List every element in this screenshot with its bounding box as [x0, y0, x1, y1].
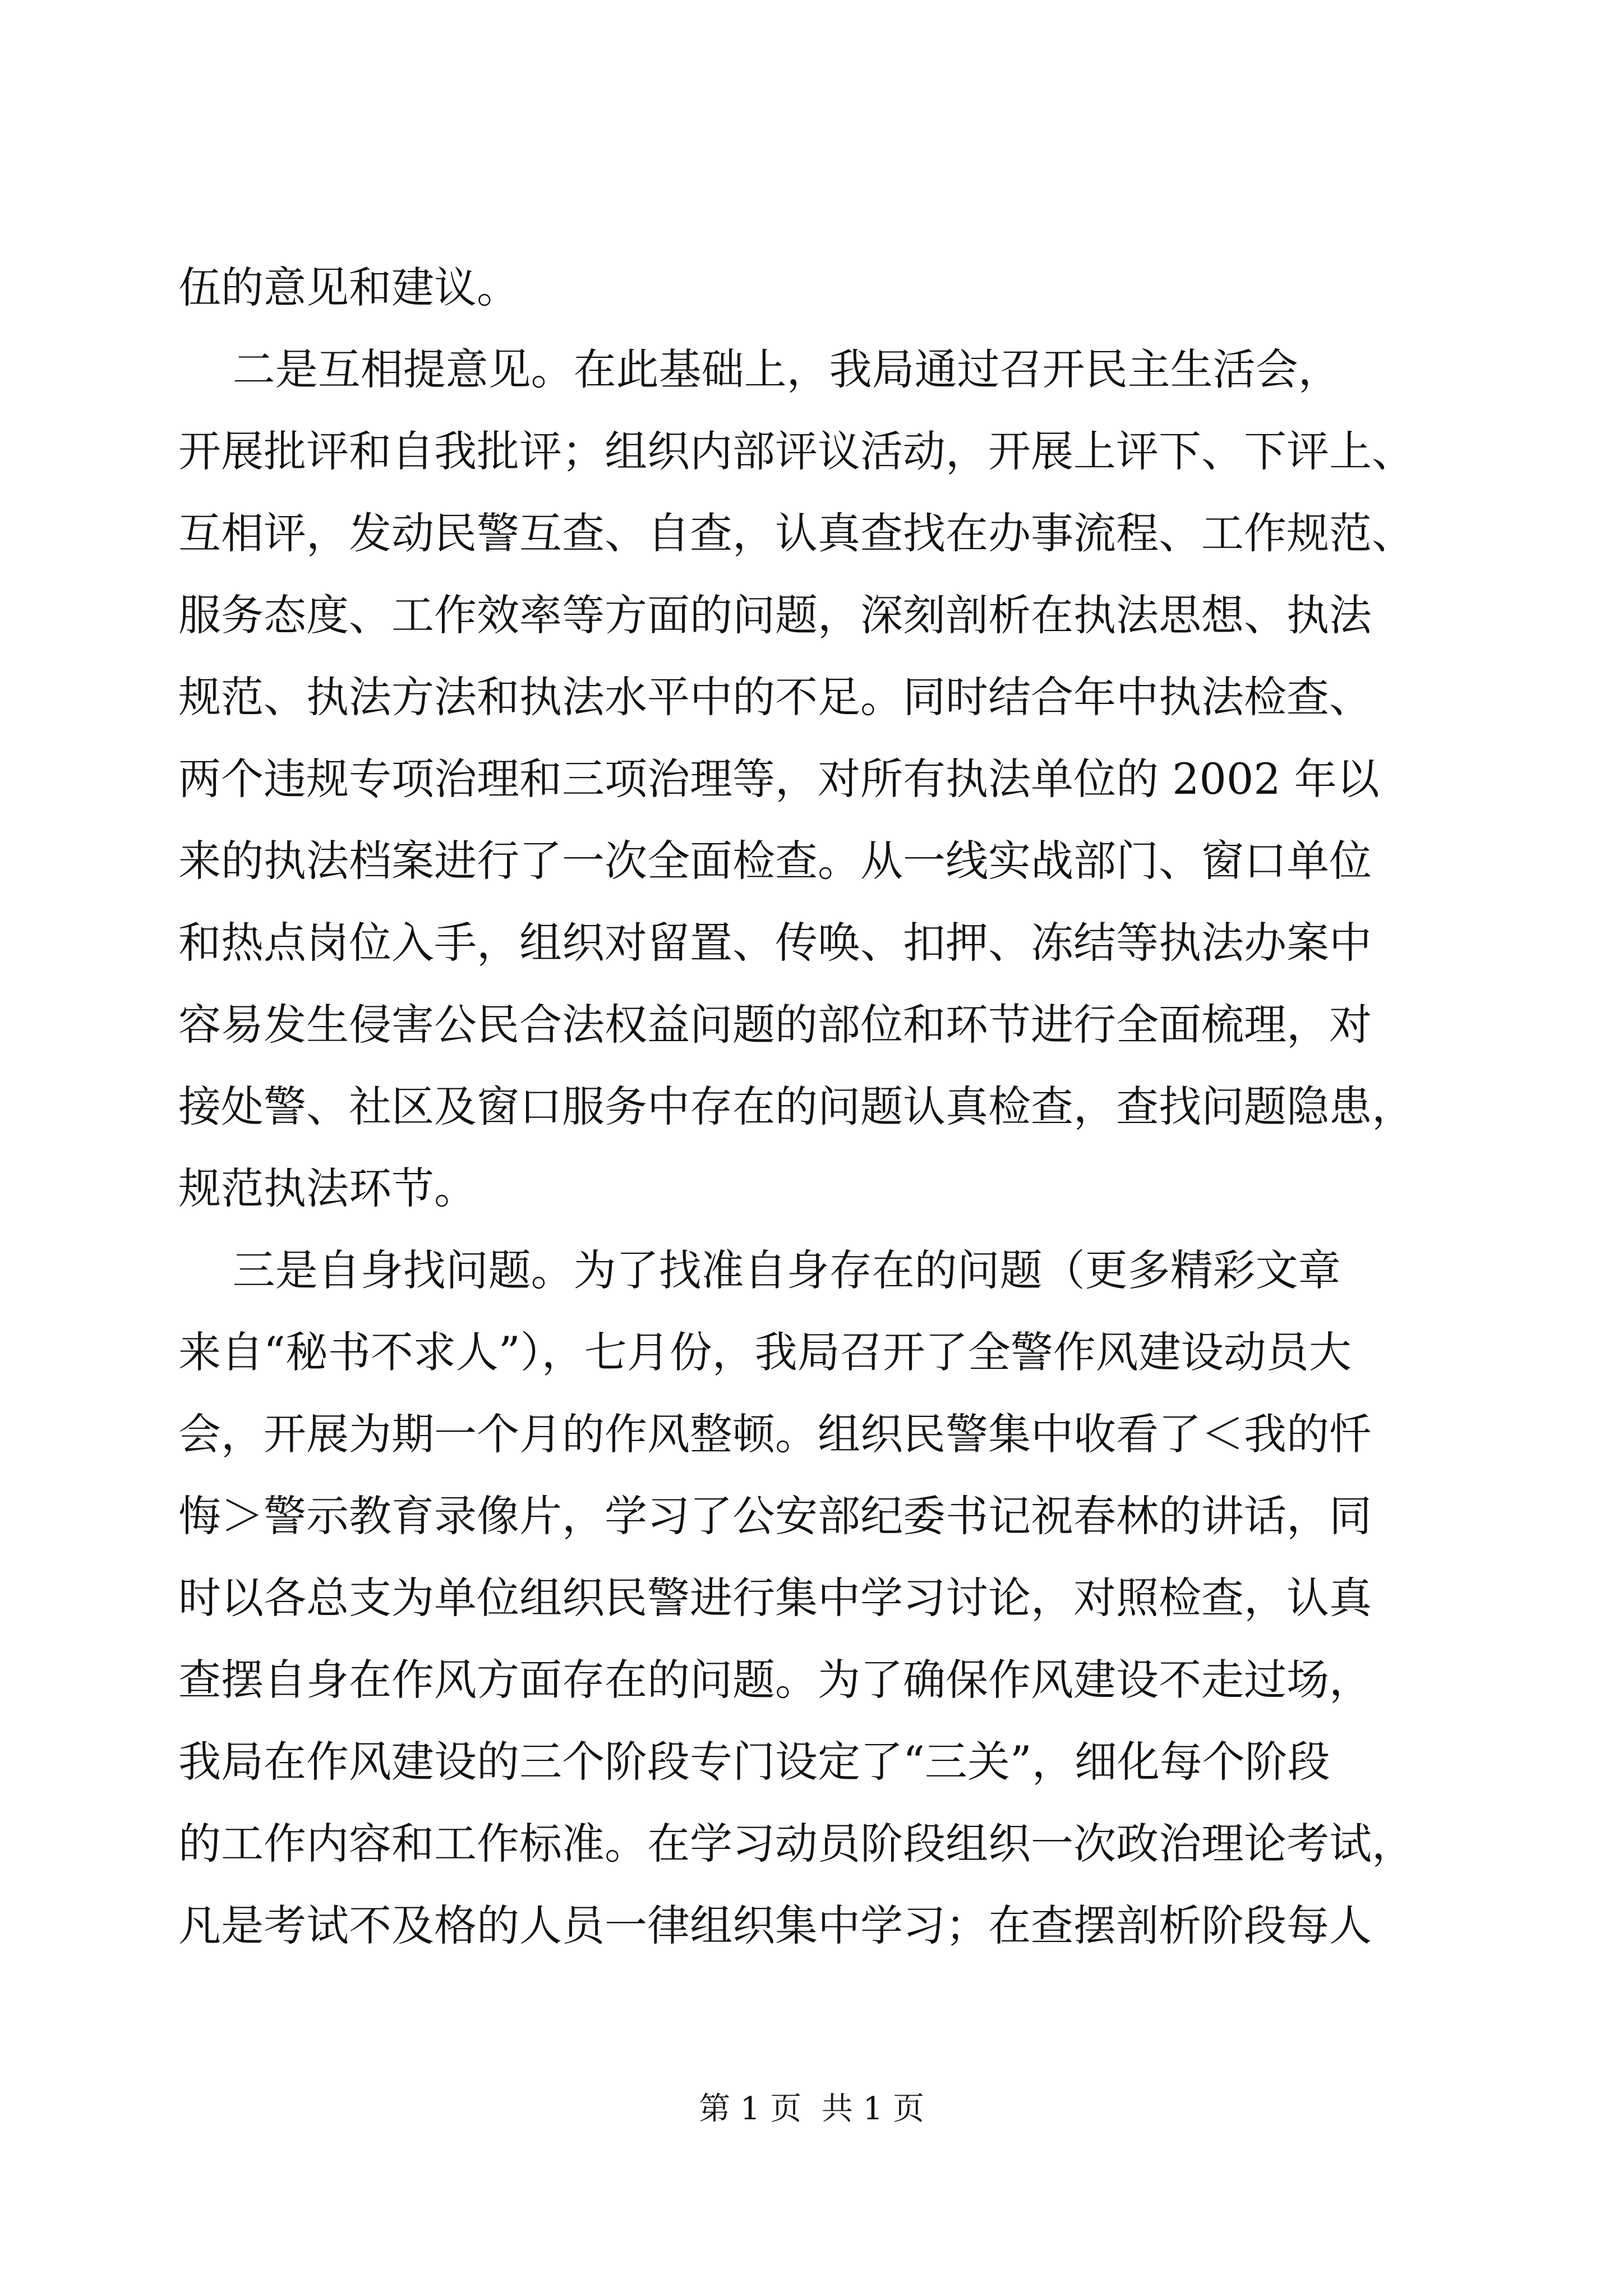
text-line: 服务态度、工作效率等方面的问题，深刻剖析在执法思想、执法 — [178, 590, 1372, 640]
text-line: 接处警、社区及窗口服务中存在的问题认真检查，查找问题隐患， — [178, 1082, 1414, 1131]
text-line: 悔＞警示教育录像片，学习了公安部纪委书记祝春林的讲话，同 — [178, 1491, 1372, 1541]
page-number: 第 1 页 共 1 页 — [698, 2091, 925, 2127]
text-line: 时以各总支为单位组织民警进行集中学习讨论，对照检查，认真 — [178, 1573, 1372, 1623]
text-line: 三是自身找问题。为了找准自身存在的问题（更多精彩文章 — [178, 1245, 1341, 1295]
text-line: 伍的意见和建议。 — [178, 263, 519, 312]
text-line: 的工作内容和工作标准。在学习动员阶段组织一次政治理论考试， — [178, 1819, 1414, 1869]
text-line: 会，开展为期一个月的作风整顿。组织民警集中收看了＜我的忏 — [178, 1409, 1372, 1459]
text-line: 凡是考试不及格的人员一律组织集中学习；在查摆剖析阶段每人 — [178, 1901, 1372, 1950]
text-line: 来的执法档案进行了一次全面检查。从一线实战部门、窗口单位 — [178, 836, 1372, 886]
text-line: 互相评，发动民警互查、自查，认真查找在办事流程、工作规范、 — [178, 508, 1414, 558]
text-line: 开展批评和自我批评；组织内部评议活动，开展上评下、下评上、 — [178, 426, 1414, 476]
text-line: 二是互相提意见。在此基础上，我局通过召开民主生活会， — [178, 344, 1341, 394]
text-line: 容易发生侵害公民合法权益问题的部位和环节进行全面梳理，对 — [178, 1000, 1372, 1050]
text-line: 两个违规专项治理和三项治理等，对所有执法单位的 2002 年以 — [178, 754, 1380, 804]
text-line: 规范、执法方法和执法水平中的不足。同时结合年中执法检查、 — [178, 672, 1372, 722]
text-line: 查摆自身在作风方面存在的问题。为了确保作风建设不走过场， — [178, 1655, 1372, 1705]
text-line: 来自“秘书不求人”），七月份，我局召开了全警作风建设动员大 — [178, 1327, 1352, 1377]
text-line: 规范执法环节。 — [178, 1163, 477, 1213]
text-line: 我局在作风建设的三个阶段专门设定了“三关”，细化每个阶段 — [178, 1737, 1330, 1787]
body-text — [178, 247, 1446, 1967]
text-line: 和热点岗位入手，组织对留置、传唤、扣押、冻结等执法办案中 — [178, 918, 1372, 968]
